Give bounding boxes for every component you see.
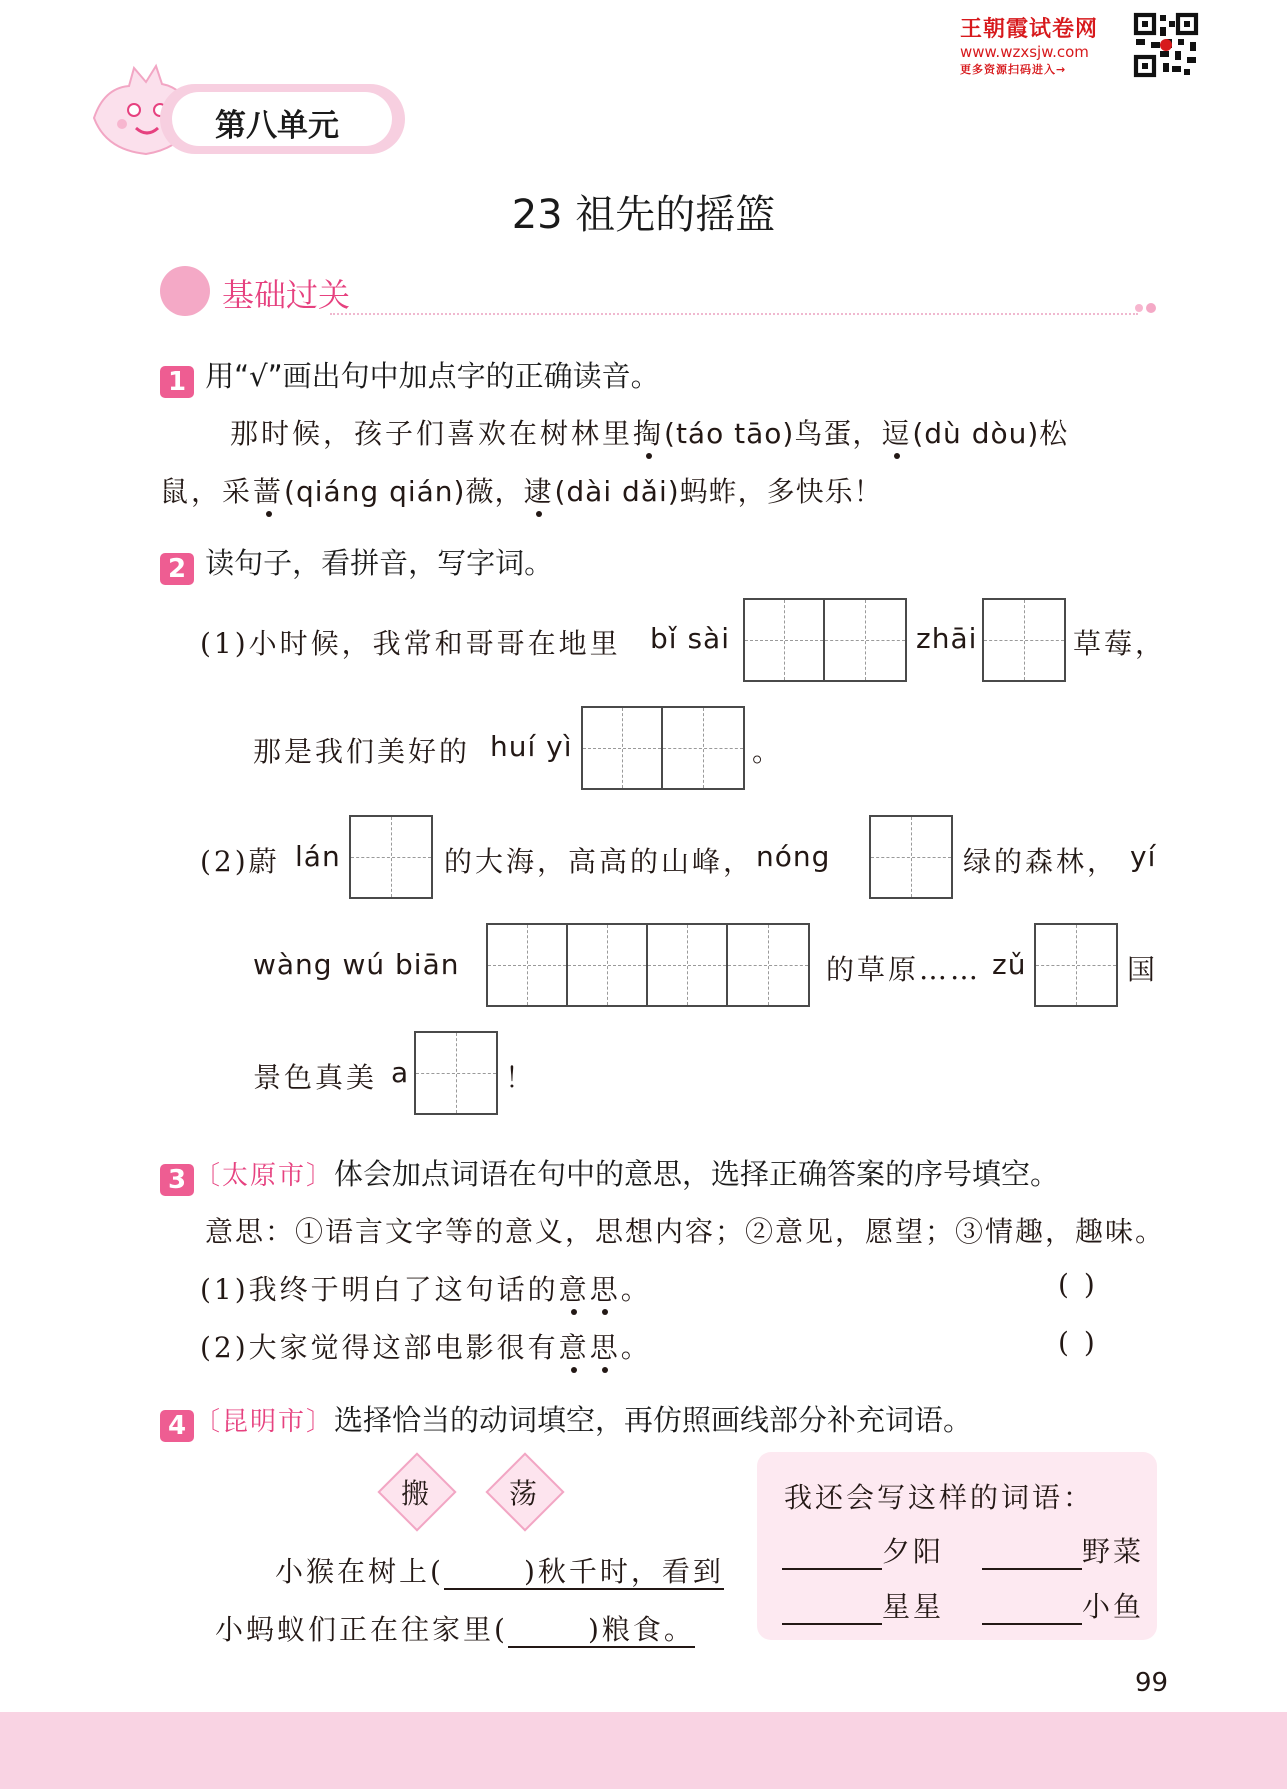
extra-blank[interactable] — [782, 1535, 882, 1570]
q2-pinyin-wangwubian: wàng wú biān — [253, 948, 460, 981]
qr-code-icon — [1133, 12, 1199, 78]
brand-more: 更多资源扫码进入→ — [960, 63, 1067, 76]
answer-grid-bisai[interactable] — [743, 598, 907, 682]
q2-pinyin-nong: nóng — [756, 840, 831, 873]
answer-grid-wangwubian[interactable] — [486, 923, 810, 1007]
q2-s2f: 景色真美 — [253, 1061, 378, 1094]
answer-grid-a[interactable] — [414, 1031, 498, 1115]
extra-word: 夕阳 — [882, 1535, 945, 1568]
unit-title: 第八单元 — [215, 108, 339, 144]
q1-dotted-char: 逮 — [523, 475, 555, 508]
q4-number: 4 — [160, 1410, 194, 1442]
q2-title: 读句子，看拼音，写字词。 — [205, 546, 554, 580]
q2-s2b: 的大海，高高的山峰， — [444, 845, 755, 878]
q3-item-text: (1)我终于明白了这句话的 — [200, 1273, 559, 1306]
q3-title: 体会加点词语在句中的意思，选择正确答案的序号填空。 — [334, 1157, 1060, 1191]
brand-name: 王朝霞试卷网 — [960, 17, 1099, 42]
section-divider — [330, 313, 1138, 315]
q2-s2d: 的草原…… — [826, 953, 982, 986]
q4-text: 小猴在树上( — [275, 1555, 444, 1588]
section-label: 基础过关 — [222, 276, 351, 314]
q2-s1a: (1)小时候，我常和哥哥在地里 — [200, 627, 621, 660]
page-number: 99 — [1135, 1668, 1169, 1698]
extra-word: 星星 — [882, 1590, 945, 1623]
q1-header — [160, 354, 660, 398]
q3-header — [160, 1152, 1059, 1196]
lesson-title: 23 祖先的摇篮 — [511, 192, 776, 238]
q3-item-end: 。 — [620, 1273, 652, 1306]
q2-header — [160, 541, 553, 585]
q3-meaning: 意思：①语言文字等的意义，思想内容；②意见，愿望；③情趣，趣味。 — [205, 1215, 1166, 1248]
q4-blank-2[interactable] — [508, 1613, 588, 1648]
answer-grid-huiyi[interactable] — [581, 706, 745, 790]
answer-grid-lan[interactable] — [349, 815, 433, 899]
q1-title: 用“√”画出句中加点字的正确读音。 — [205, 359, 660, 393]
answer-grid-zu[interactable] — [1034, 923, 1118, 1007]
q1-text: 那时候，孩子们喜欢在树林里 — [230, 417, 634, 450]
q4-sentence-1 — [275, 1550, 724, 1590]
q2-s2g: ！ — [505, 1061, 537, 1094]
q1-dotted-char: 蔷 — [253, 475, 285, 508]
q2-pinyin-zu: zǔ — [992, 948, 1027, 981]
extra-word-row-1b — [982, 1530, 1144, 1570]
q4-sentence-2 — [215, 1608, 695, 1648]
answer-grid-zhai[interactable] — [982, 598, 1066, 682]
extra-word-row-1a — [782, 1530, 944, 1570]
extra-word: 小鱼 — [1082, 1590, 1145, 1623]
q3-item-2 — [200, 1326, 652, 1366]
q2-s1b: 草莓， — [1073, 627, 1167, 660]
q1-pinyin: (dù dòu)松 — [912, 417, 1069, 450]
q3-dotted-word: 意思 — [558, 1331, 621, 1364]
q4-underlined-text: )粮食。 — [587, 1613, 695, 1646]
q3-answer-paren-1[interactable]: ( ) — [1058, 1268, 1098, 1301]
extra-word-row-2a — [782, 1585, 944, 1625]
section-badge-icon — [160, 266, 210, 316]
q3-answer-paren-2[interactable]: ( ) — [1058, 1326, 1098, 1359]
q2-s1d: 。 — [752, 735, 784, 768]
q3-dotted-word: 意思 — [558, 1273, 621, 1306]
brand-url: www.wzxsjw.com — [960, 43, 1089, 61]
word-option-1: 搬 — [400, 1477, 429, 1510]
q2-pinyin-a: a — [391, 1056, 410, 1089]
q2-s2a: (2)蔚 — [200, 845, 280, 878]
q2-pinyin-huiyi: huí yì — [490, 730, 573, 763]
q2-s1c: 那是我们美好的 — [253, 735, 471, 768]
q4-title: 选择恰当的动词填空，再仿照画线部分补充词语。 — [334, 1403, 973, 1437]
q1-line2 — [160, 470, 883, 510]
q2-pinyin-zhai: zhāi — [916, 622, 978, 655]
extra-word-row-2b — [982, 1585, 1144, 1625]
extra-words-title: 我还会写这样的词语： — [784, 1481, 1095, 1514]
q2-pinyin-yi: yí — [1130, 840, 1157, 873]
q4-underlined-text: )秋千时，看到 — [523, 1555, 724, 1588]
q3-item-1 — [200, 1268, 652, 1308]
answer-grid-nong[interactable] — [869, 815, 953, 899]
q1-pinyin: (dài dǎi)蚂蚱，多快乐！ — [554, 475, 883, 508]
q3-number: 3 — [160, 1164, 194, 1196]
word-option-2: 荡 — [508, 1477, 537, 1510]
q2-s2c: 绿的森林， — [963, 845, 1119, 878]
q2-number: 2 — [160, 553, 194, 585]
q3-item-end: 。 — [620, 1331, 652, 1364]
brand-block — [960, 12, 1130, 77]
dots-decoration-icon — [1134, 300, 1160, 316]
q1-text: 鼠，采 — [160, 475, 254, 508]
extra-blank[interactable] — [982, 1590, 1082, 1625]
extra-blank[interactable] — [782, 1590, 882, 1625]
extra-blank[interactable] — [982, 1535, 1082, 1570]
bottom-band — [0, 1712, 1287, 1789]
q1-dotted-char: 逗 — [881, 417, 913, 450]
q4-header — [160, 1398, 972, 1442]
extra-word: 野菜 — [1082, 1535, 1145, 1568]
q4-text: 小蚂蚁们正在往家里( — [215, 1613, 508, 1646]
q1-line1 — [230, 412, 1068, 452]
q1-number: 1 — [160, 366, 194, 398]
q1-dotted-char: 掏 — [633, 417, 665, 450]
q4-blank-1[interactable] — [444, 1555, 524, 1590]
q2-pinyin-bisai: bǐ sài — [650, 622, 730, 655]
q2-pinyin-lan: lán — [295, 840, 341, 873]
q1-pinyin: (táo tāo)鸟蛋， — [664, 417, 882, 450]
q4-region-tag: 〔昆明市〕 — [194, 1407, 335, 1437]
q1-pinyin: (qiáng qián)薇， — [284, 475, 524, 508]
q3-item-text: (2)大家觉得这部电影很有 — [200, 1331, 559, 1364]
q2-s2e: 国 — [1127, 953, 1159, 986]
q3-region-tag: 〔太原市〕 — [194, 1161, 335, 1191]
